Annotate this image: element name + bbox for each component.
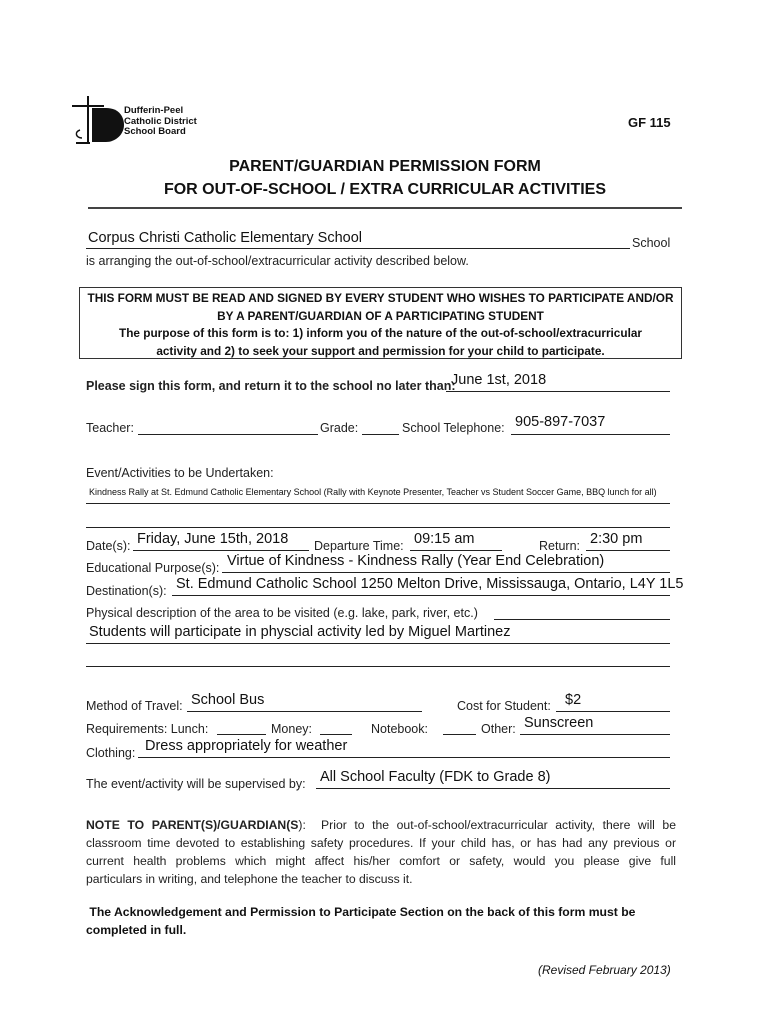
phone-line bbox=[511, 434, 670, 435]
ack-line-2: completed in full. bbox=[86, 923, 187, 937]
revision-date: (Revised February 2013) bbox=[538, 963, 671, 977]
travel-label: Method of Travel: bbox=[86, 699, 183, 713]
physical-line-1 bbox=[494, 619, 670, 620]
return-by-line bbox=[446, 391, 670, 392]
note-line-4: particulars in writing, and telephone the teacher to discuss it. bbox=[86, 872, 413, 886]
travel-field[interactable]: School Bus bbox=[191, 692, 265, 708]
return-time-label: Return: bbox=[539, 539, 580, 553]
form-title-line1: PARENT/GUARDIAN PERMISSION FORM bbox=[229, 158, 541, 175]
cost-line bbox=[556, 711, 670, 712]
physical-line-2 bbox=[86, 643, 670, 644]
return-time-field[interactable]: 2:30 pm bbox=[590, 531, 643, 547]
dates-line bbox=[133, 550, 309, 551]
phone-label: School Telephone: bbox=[402, 421, 505, 435]
supervised-line bbox=[316, 788, 670, 789]
event-label: Event/Activities to be Undertaken: bbox=[86, 466, 274, 480]
departure-field[interactable]: 09:15 am bbox=[414, 531, 475, 547]
dates-label: Date(s): bbox=[86, 539, 131, 553]
school-suffix-label: School bbox=[632, 236, 671, 250]
teacher-label: Teacher: bbox=[86, 421, 134, 435]
cost-field[interactable]: $2 bbox=[565, 692, 582, 708]
money-line[interactable] bbox=[320, 734, 352, 735]
destination-field[interactable]: St. Edmund Catholic School 1250 Melton Drive, Mississauga, Ontario, L4Y 1L5 bbox=[176, 576, 684, 592]
notice-line-4: activity and 2) to seek your support and permission for your child to participate. bbox=[156, 343, 605, 358]
return-time-line bbox=[586, 550, 670, 551]
other-line bbox=[520, 734, 670, 735]
notice-line-3: The purpose of this form is to: 1) inform you of the nature of the out-of-school/extracurricular bbox=[118, 326, 643, 340]
physical-label: Physical description of the area to be visited (e.g. lake, park, river, etc.) bbox=[86, 606, 478, 620]
supervised-label: The event/activity will be supervised by: bbox=[86, 777, 306, 791]
note-paragraph bbox=[86, 816, 676, 888]
destination-label: Destination(s): bbox=[86, 584, 167, 598]
notebook-label: Notebook: bbox=[371, 722, 428, 736]
travel-line bbox=[187, 711, 422, 712]
notice-line-2: BY A PARENT/GUARDIAN OF A PARTICIPATING STUDENT bbox=[217, 308, 544, 323]
form-code: GF 115 bbox=[628, 115, 671, 130]
departure-label: Departure Time: bbox=[314, 539, 404, 553]
grade-label: Grade: bbox=[320, 421, 359, 435]
event-field[interactable]: Kindness Rally at St. Edmund Catholic Elementary School (Rally with Keynote Presenter, Teacher vs Student Soccer Game, BBQ lunch for all) bbox=[89, 487, 657, 497]
clothing-field[interactable]: Dress appropriately for weather bbox=[145, 738, 348, 754]
school-name-field[interactable]: Corpus Christi Catholic Elementary School bbox=[88, 230, 362, 246]
notebook-line[interactable] bbox=[443, 734, 476, 735]
title-divider bbox=[88, 207, 682, 209]
purpose-field[interactable]: Virtue of Kindness - Kindness Rally (Year End Celebration) bbox=[227, 553, 605, 569]
supervised-field[interactable]: All School Faculty (FDK to Grade 8) bbox=[320, 769, 551, 785]
clothing-line bbox=[138, 757, 670, 758]
purpose-label: Educational Purpose(s): bbox=[86, 561, 220, 575]
note-line-2: classroom time devoted to establishing safety procedures. If your child has, or has had any previous or bbox=[86, 836, 676, 850]
other-label: Other: bbox=[481, 722, 516, 736]
other-field[interactable]: Sunscreen bbox=[524, 715, 594, 731]
return-by-label: Please sign this form, and return it to the school no later than: bbox=[86, 379, 456, 393]
grade-line bbox=[362, 434, 399, 435]
event-line-1 bbox=[86, 503, 670, 504]
purpose-line bbox=[222, 572, 670, 573]
note-line-1: NOTE TO PARENT(S)/GUARDIAN(S): Prior to the out-of-school/extracurricular activity, there will be bbox=[86, 818, 676, 832]
notice-line-1: THIS FORM MUST BE READ AND SIGNED BY EVERY STUDENT WHO WISHES TO PARTICIPATE AND/OR bbox=[87, 291, 674, 305]
lunch-line[interactable] bbox=[217, 734, 266, 735]
clothing-label: Clothing: bbox=[86, 746, 136, 760]
school-board-name: Dufferin-Peel Catholic District School Board bbox=[124, 105, 197, 137]
ack-line-1: The Acknowledgement and Permission to Participate Section on the back of this form must be bbox=[86, 905, 636, 919]
teacher-line bbox=[138, 434, 318, 435]
note-line-3: current health problems which might affect his/her comfort or safety, would you please give full bbox=[86, 854, 676, 868]
phone-field[interactable]: 905-897-7037 bbox=[515, 414, 606, 430]
physical-field[interactable]: Students will participate in physcial activity led by Miguel Martinez bbox=[89, 624, 511, 640]
money-label: Money: bbox=[271, 722, 312, 736]
school-name-line bbox=[86, 248, 630, 249]
departure-line bbox=[410, 550, 502, 551]
notice-box bbox=[79, 287, 682, 359]
event-line-2 bbox=[86, 527, 670, 528]
school-arranging-text: is arranging the out-of-school/extracurricular activity described below. bbox=[86, 254, 469, 268]
requirements-label: Requirements: Lunch: bbox=[86, 722, 209, 736]
form-title-line2: FOR OUT-OF-SCHOOL / EXTRA CURRICULAR ACTIVITIES bbox=[163, 181, 607, 198]
cost-label: Cost for Student: bbox=[457, 699, 551, 713]
physical-line-3 bbox=[86, 666, 670, 667]
return-by-field[interactable]: June 1st, 2018 bbox=[451, 372, 547, 388]
destination-line bbox=[172, 595, 670, 596]
dates-field[interactable]: Friday, June 15th, 2018 bbox=[137, 531, 289, 547]
acknowledgement-text bbox=[86, 903, 676, 939]
